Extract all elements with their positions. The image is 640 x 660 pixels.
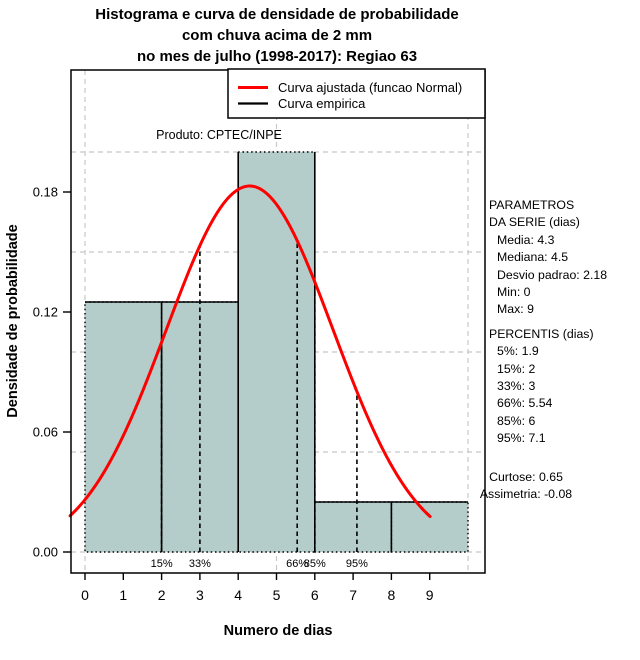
percentile-label: 85%	[303, 558, 326, 570]
title-line-1: Histograma e curva de densidade de probabilidade	[95, 6, 459, 23]
side-panel-line: Assimetria: -0.08	[479, 487, 573, 502]
histogram-bars	[85, 152, 468, 552]
side-panel-line: DA SERIE (dias)	[489, 215, 580, 230]
legend-label-empirical: Curva empirica	[278, 96, 366, 111]
percentile-labels	[151, 558, 369, 570]
side-panel-line: Min: 0	[497, 285, 531, 300]
histogram-bar	[85, 302, 162, 552]
side-panel-block	[489, 197, 639, 319]
y-tick-label: 0.00	[32, 544, 58, 560]
side-panel-line: Desvio padrao: 2.18	[497, 267, 608, 282]
x-axis-title: Numero de dias	[223, 623, 333, 639]
title-line-2: com chuva acima de 2 mm	[181, 27, 373, 44]
title-line-3: no mes de julho (1998-2017): Regiao 63	[136, 48, 418, 65]
x-tick-label: 5	[272, 587, 281, 603]
x-tick-label: 8	[387, 587, 396, 603]
side-panel	[479, 197, 639, 504]
side-panel-line: Mediana: 4.5	[497, 250, 569, 265]
x-tick-label: 2	[157, 587, 166, 603]
histogram-bar	[391, 502, 468, 552]
side-panel-line: 66%: 5.54	[497, 396, 553, 411]
x-tick-label: 1	[119, 587, 128, 603]
legend	[228, 69, 485, 118]
y-tick-label: 0.18	[32, 184, 58, 200]
y-axis-title: Densidade de probabilidade	[5, 224, 21, 418]
x-tick-label: 0	[81, 587, 89, 603]
side-panel-line: 95%: 7.1	[497, 431, 546, 446]
side-panel-line: 5%: 1.9	[497, 344, 539, 359]
x-tick-label: 9	[425, 587, 434, 603]
x-tick-label: 3	[196, 587, 204, 603]
side-panel-line: 15%: 2	[497, 361, 536, 376]
side-panel-block	[489, 326, 639, 448]
histogram-bar	[238, 152, 315, 552]
side-panel-line: PARAMETROS	[489, 198, 575, 212]
side-panel-line: Max: 9	[497, 302, 534, 317]
side-panel-line: Media: 4.3	[497, 232, 555, 247]
y-tick-label: 0.06	[32, 424, 58, 440]
y-tick-label: 0.12	[32, 304, 58, 320]
side-panel-block	[470, 469, 582, 504]
legend-label-fitted: Curva ajustada (funcao Normal)	[278, 80, 463, 95]
x-tick-label: 4	[234, 587, 243, 603]
histogram-bar	[315, 502, 392, 552]
percentile-label: 15%	[150, 558, 173, 570]
side-panel-line: PERCENTIS (dias)	[489, 326, 594, 341]
side-panel-line: 33%: 3	[497, 379, 536, 394]
percentile-label: 95%	[345, 558, 368, 570]
product-annotation: Produto: CPTEC/INPE	[156, 128, 282, 142]
percentile-label: 33%	[188, 558, 211, 570]
side-panel-line: 85%: 6	[497, 413, 536, 428]
percentile-label: 66%	[286, 558, 309, 570]
x-tick-label: 6	[310, 587, 319, 603]
x-tick-label: 7	[349, 587, 357, 603]
side-panel-line: Curtose: 0.65	[489, 469, 563, 484]
